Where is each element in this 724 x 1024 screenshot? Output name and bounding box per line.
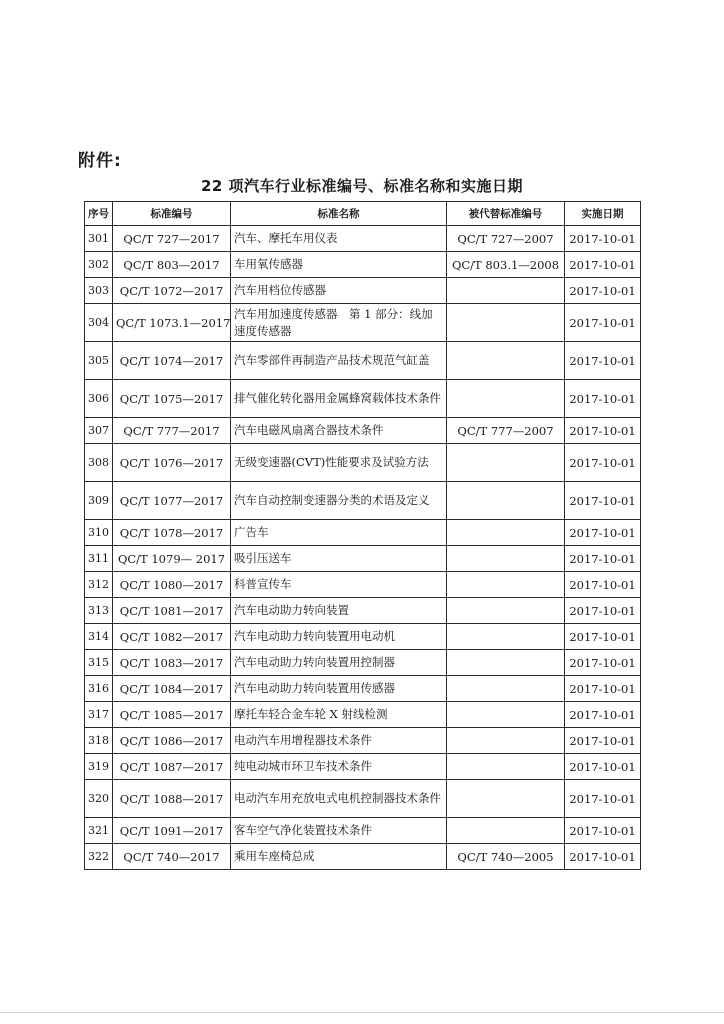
row-code-cell: QC/T 1075—2017 xyxy=(113,380,231,418)
row-date-cell: 2017-10-01 xyxy=(565,304,641,342)
row-seq-cell: 310 xyxy=(85,520,113,546)
row-seq-cell: 314 xyxy=(85,624,113,650)
row-code-cell: QC/T 1081—2017 xyxy=(113,598,231,624)
attachment-label: 附件: xyxy=(78,151,122,171)
row-name-cell: 汽车自动控制变速器分类的术语及定义 xyxy=(231,482,447,520)
row-date-cell: 2017-10-01 xyxy=(565,444,641,482)
row-date-cell: 2017-10-01 xyxy=(565,546,641,572)
row-code-cell: QC/T 1084—2017 xyxy=(113,676,231,702)
row-date-cell: 2017-10-01 xyxy=(565,252,641,278)
table-row xyxy=(85,598,641,624)
row-replaced-cell xyxy=(447,380,565,418)
row-name-cell: 吸引压送车 xyxy=(231,546,447,572)
row-replaced-cell: QC/T 727—2007 xyxy=(447,226,565,252)
table-row xyxy=(85,418,641,444)
row-seq-cell: 311 xyxy=(85,546,113,572)
header-seq: 序号 xyxy=(85,202,113,226)
row-replaced-cell xyxy=(447,572,565,598)
table-row xyxy=(85,676,641,702)
row-name-cell: 乘用车座椅总成 xyxy=(231,844,447,870)
table-row xyxy=(85,342,641,380)
row-seq-cell: 303 xyxy=(85,278,113,304)
header-replaced: 被代替标准编号 xyxy=(447,202,565,226)
row-replaced-cell xyxy=(447,342,565,380)
row-replaced-cell xyxy=(447,650,565,676)
row-name-cell: 纯电动城市环卫车技术条件 xyxy=(231,754,447,780)
row-replaced-cell xyxy=(447,444,565,482)
table-row xyxy=(85,380,641,418)
row-code-cell: QC/T 803—2017 xyxy=(113,252,231,278)
row-name-cell: 汽车电动助力转向装置用控制器 xyxy=(231,650,447,676)
row-replaced-cell xyxy=(447,598,565,624)
row-code-cell: QC/T 1072—2017 xyxy=(113,278,231,304)
row-code-cell: QC/T 1087—2017 xyxy=(113,754,231,780)
row-code-cell: QC/T 1074—2017 xyxy=(113,342,231,380)
row-date-cell: 2017-10-01 xyxy=(565,482,641,520)
row-code-cell: QC/T 740—2017 xyxy=(113,844,231,870)
table-row xyxy=(85,444,641,482)
row-name-cell: 汽车、摩托车用仪表 xyxy=(231,226,447,252)
row-replaced-cell xyxy=(447,702,565,728)
row-date-cell: 2017-10-01 xyxy=(565,572,641,598)
row-code-cell: QC/T 1077—2017 xyxy=(113,482,231,520)
row-seq-cell: 308 xyxy=(85,444,113,482)
row-seq-cell: 316 xyxy=(85,676,113,702)
table-row xyxy=(85,624,641,650)
row-replaced-cell xyxy=(447,780,565,818)
row-replaced-cell: QC/T 740—2005 xyxy=(447,844,565,870)
row-seq-cell: 313 xyxy=(85,598,113,624)
row-seq-cell: 315 xyxy=(85,650,113,676)
row-code-cell: QC/T 1073.1—2017 xyxy=(113,304,231,342)
row-code-cell: QC/T 1083—2017 xyxy=(113,650,231,676)
row-date-cell: 2017-10-01 xyxy=(565,598,641,624)
row-date-cell: 2017-10-01 xyxy=(565,844,641,870)
row-name-cell: 客车空气净化装置技术条件 xyxy=(231,818,447,844)
table-row xyxy=(85,252,641,278)
table-header-row xyxy=(85,202,641,226)
row-code-cell: QC/T 1076—2017 xyxy=(113,444,231,482)
row-replaced-cell xyxy=(447,754,565,780)
row-name-cell: 排气催化转化器用金属蜂窝载体技术条件 xyxy=(231,380,447,418)
page-bottom-divider xyxy=(0,1012,724,1013)
document-title: 22 项汽车行业标准编号、标准名称和实施日期 xyxy=(200,177,524,195)
table-row xyxy=(85,728,641,754)
row-name-cell: 汽车电动助力转向装置用传感器 xyxy=(231,676,447,702)
row-date-cell: 2017-10-01 xyxy=(565,650,641,676)
row-replaced-cell: QC/T 777—2007 xyxy=(447,418,565,444)
table-row xyxy=(85,278,641,304)
table-row xyxy=(85,754,641,780)
row-seq-cell: 301 xyxy=(85,226,113,252)
row-date-cell: 2017-10-01 xyxy=(565,520,641,546)
row-code-cell: QC/T 1085—2017 xyxy=(113,702,231,728)
row-seq-cell: 306 xyxy=(85,380,113,418)
row-seq-cell: 317 xyxy=(85,702,113,728)
row-name-cell: 汽车用档位传感器 xyxy=(231,278,447,304)
row-date-cell: 2017-10-01 xyxy=(565,702,641,728)
table-row xyxy=(85,818,641,844)
row-code-cell: QC/T 1091—2017 xyxy=(113,818,231,844)
row-code-cell: QC/T 1078—2017 xyxy=(113,520,231,546)
row-name-cell: 汽车电动助力转向装置用电动机 xyxy=(231,624,447,650)
row-seq-cell: 322 xyxy=(85,844,113,870)
row-name-cell: 摩托车轻合金车轮 X 射线检测 xyxy=(231,702,447,728)
standards-table xyxy=(84,201,641,870)
row-seq-cell: 320 xyxy=(85,780,113,818)
row-name-cell: 汽车电磁风扇离合器技术条件 xyxy=(231,418,447,444)
row-seq-cell: 318 xyxy=(85,728,113,754)
row-replaced-cell xyxy=(447,676,565,702)
row-date-cell: 2017-10-01 xyxy=(565,728,641,754)
row-code-cell: QC/T 727—2017 xyxy=(113,226,231,252)
row-date-cell: 2017-10-01 xyxy=(565,278,641,304)
table-row xyxy=(85,226,641,252)
row-date-cell: 2017-10-01 xyxy=(565,818,641,844)
row-name-cell: 汽车电动助力转向装置 xyxy=(231,598,447,624)
row-replaced-cell: QC/T 803.1—2008 xyxy=(447,252,565,278)
row-name-cell: 汽车零部件再制造产品技术规范气缸盖 xyxy=(231,342,447,380)
row-date-cell: 2017-10-01 xyxy=(565,380,641,418)
row-name-cell: 电动汽车用增程器技术条件 xyxy=(231,728,447,754)
row-seq-cell: 304 xyxy=(85,304,113,342)
row-seq-cell: 309 xyxy=(85,482,113,520)
row-seq-cell: 302 xyxy=(85,252,113,278)
row-date-cell: 2017-10-01 xyxy=(565,624,641,650)
table-row xyxy=(85,572,641,598)
row-name-cell: 电动汽车用充放电式电机控制器技术条件 xyxy=(231,780,447,818)
row-seq-cell: 307 xyxy=(85,418,113,444)
table-row xyxy=(85,546,641,572)
row-replaced-cell xyxy=(447,278,565,304)
row-replaced-cell xyxy=(447,304,565,342)
table-row xyxy=(85,482,641,520)
row-date-cell: 2017-10-01 xyxy=(565,676,641,702)
row-name-cell: 汽车用加速度传感器 第 1 部分：线加速度传感器 xyxy=(231,304,447,342)
row-replaced-cell xyxy=(447,546,565,572)
row-code-cell: QC/T 1082—2017 xyxy=(113,624,231,650)
row-name-cell: 车用氧传感器 xyxy=(231,252,447,278)
header-code: 标准编号 xyxy=(113,202,231,226)
row-name-cell: 科普宣传车 xyxy=(231,572,447,598)
row-seq-cell: 321 xyxy=(85,818,113,844)
row-replaced-cell xyxy=(447,482,565,520)
row-code-cell: QC/T 1086—2017 xyxy=(113,728,231,754)
table-row xyxy=(85,702,641,728)
row-date-cell: 2017-10-01 xyxy=(565,226,641,252)
row-seq-cell: 319 xyxy=(85,754,113,780)
row-date-cell: 2017-10-01 xyxy=(565,418,641,444)
table-row xyxy=(85,844,641,870)
row-code-cell: QC/T 1088—2017 xyxy=(113,780,231,818)
table-row xyxy=(85,780,641,818)
row-replaced-cell xyxy=(447,728,565,754)
row-replaced-cell xyxy=(447,818,565,844)
row-seq-cell: 312 xyxy=(85,572,113,598)
row-code-cell: QC/T 1080—2017 xyxy=(113,572,231,598)
row-name-cell: 广告车 xyxy=(231,520,447,546)
table-body xyxy=(85,226,641,870)
table-row xyxy=(85,304,641,342)
header-date: 实施日期 xyxy=(565,202,641,226)
row-date-cell: 2017-10-01 xyxy=(565,780,641,818)
table-row xyxy=(85,520,641,546)
row-replaced-cell xyxy=(447,624,565,650)
table-row xyxy=(85,650,641,676)
row-date-cell: 2017-10-01 xyxy=(565,754,641,780)
row-name-cell: 无级变速器(CVT)性能要求及试验方法 xyxy=(231,444,447,482)
row-replaced-cell xyxy=(447,520,565,546)
header-name: 标准名称 xyxy=(231,202,447,226)
row-code-cell: QC/T 1079— 2017 xyxy=(113,546,231,572)
row-seq-cell: 305 xyxy=(85,342,113,380)
row-code-cell: QC/T 777—2017 xyxy=(113,418,231,444)
row-date-cell: 2017-10-01 xyxy=(565,342,641,380)
